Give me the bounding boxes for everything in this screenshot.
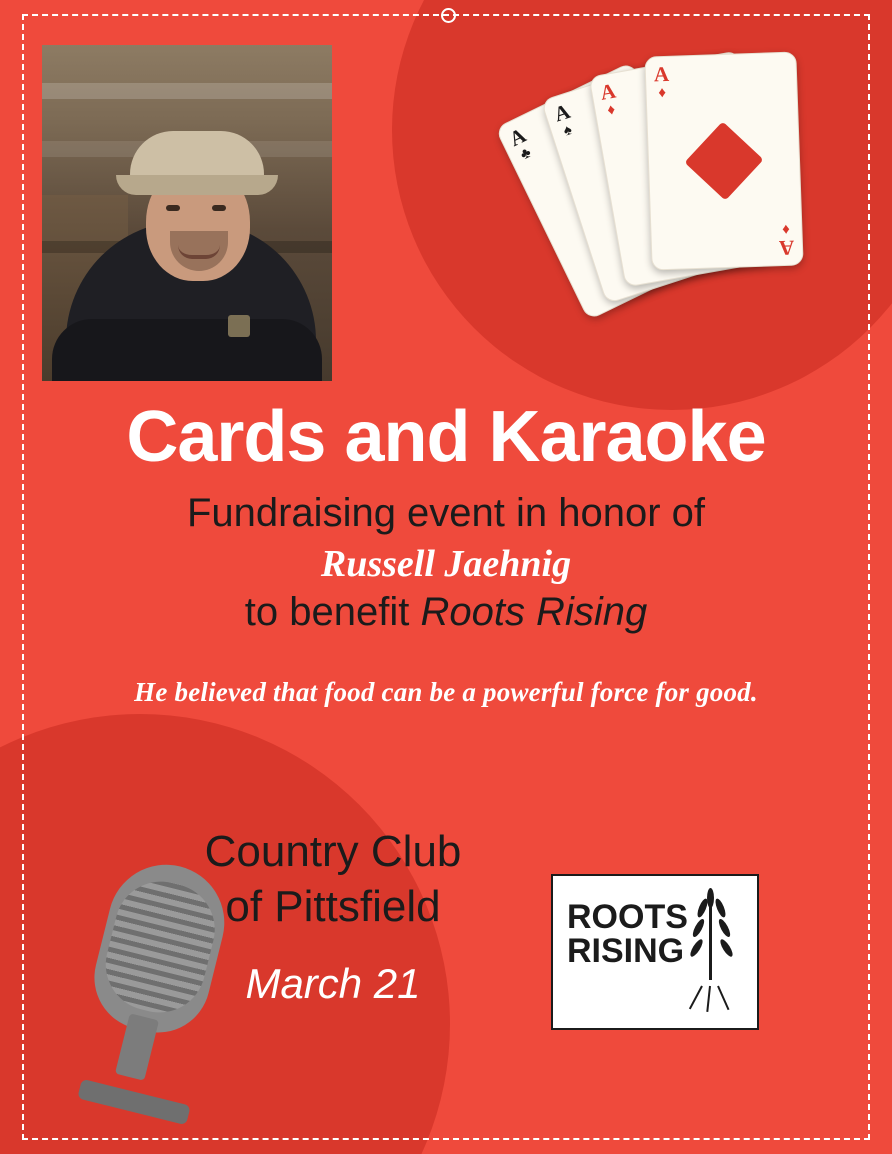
card-corner-top bbox=[505, 122, 536, 165]
honoree-photo bbox=[42, 45, 332, 381]
diamond-icon bbox=[684, 121, 763, 200]
card-corner-top bbox=[653, 61, 670, 102]
diamond-icon: ♦ bbox=[658, 84, 667, 102]
card-rank: A bbox=[653, 61, 670, 87]
wheat-stem bbox=[709, 896, 712, 980]
wheat-grain bbox=[707, 888, 714, 908]
photo-person-arms bbox=[52, 319, 322, 381]
roots-rising-logo bbox=[551, 874, 759, 1030]
photo-person-eye-left bbox=[166, 205, 180, 211]
card-corner-top bbox=[598, 78, 620, 120]
honoree-name: Russell Jaehnig bbox=[320, 542, 572, 585]
flyer-text-block bbox=[0, 397, 892, 708]
playing-card-ace-of-diamonds bbox=[644, 51, 803, 270]
card-rank: A bbox=[778, 235, 795, 261]
venue-and-logo-row bbox=[0, 810, 892, 1030]
beneficiary-prefix: to benefit bbox=[244, 589, 421, 634]
logo-line-1: ROOTS bbox=[567, 898, 688, 936]
wheat-root bbox=[717, 986, 729, 1011]
wheat-root bbox=[706, 986, 711, 1012]
wheat-grain bbox=[718, 938, 735, 959]
photo-person-eye-right bbox=[212, 205, 226, 211]
spade-icon: ♠ bbox=[561, 121, 575, 140]
logo-line-2: RISING bbox=[567, 932, 685, 970]
event-date: March 21 bbox=[245, 960, 421, 1007]
venue-block bbox=[133, 824, 533, 1008]
card-rank: A bbox=[505, 122, 530, 152]
diamond-icon: ♦ bbox=[606, 101, 617, 119]
logo-wordmark bbox=[567, 900, 688, 968]
page-title: Cards and Karaoke bbox=[126, 397, 766, 477]
card-corner-top bbox=[551, 98, 578, 141]
card-rank: A bbox=[598, 78, 618, 105]
beneficiary-org: Roots Rising bbox=[420, 589, 648, 634]
cut-marker-dot bbox=[441, 8, 456, 23]
card-rank: A bbox=[551, 98, 573, 127]
wheat-root bbox=[689, 986, 703, 1010]
card-corner-bottom bbox=[778, 221, 794, 259]
wheat-grain bbox=[688, 938, 705, 959]
diamond-icon: ♦ bbox=[781, 220, 790, 238]
club-icon: ♣ bbox=[517, 144, 534, 164]
photo-shirt-logo bbox=[228, 315, 250, 337]
wheat-grain bbox=[691, 918, 707, 939]
venue-line-2: of Pittsfield bbox=[225, 882, 441, 931]
wheat-grain bbox=[717, 918, 733, 939]
beneficiary-line bbox=[40, 590, 852, 635]
memorial-quote: He believed that food can be a powerful force for good. bbox=[134, 676, 758, 707]
wheat-stalk-icon bbox=[681, 888, 741, 1016]
photo-person-cap-brim bbox=[116, 175, 278, 195]
event-subtitle: Fundraising event in honor of bbox=[186, 490, 706, 535]
playing-cards-fan bbox=[505, 32, 862, 332]
photo-shelf bbox=[42, 83, 332, 99]
wheat-grain bbox=[714, 897, 728, 918]
venue-line-1: Country Club bbox=[204, 827, 462, 876]
